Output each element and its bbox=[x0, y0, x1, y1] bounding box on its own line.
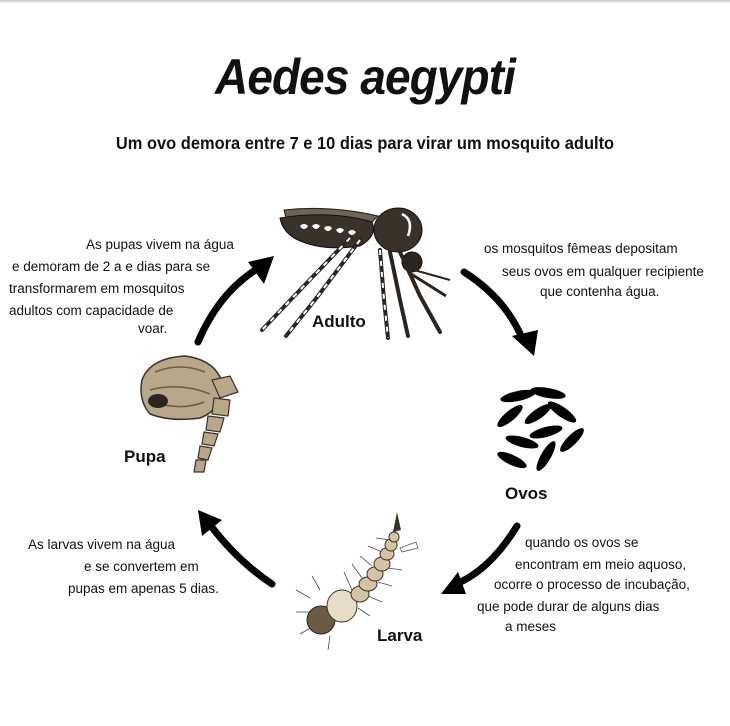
note-eggs-to-larva bbox=[475, 532, 730, 638]
page-subtitle: Um ovo demora entre 7 e 10 dias para virar um mosquito adulto bbox=[115, 133, 615, 153]
note-line: quando os ovos se bbox=[525, 535, 639, 550]
page-title: Aedes aegypti bbox=[215, 49, 515, 105]
note-line: que pode durar de alguns dias bbox=[477, 599, 660, 614]
stage-label-adulto: Adulto bbox=[312, 312, 366, 331]
note-larva-to-pupa bbox=[0, 534, 260, 600]
note-pupa-to-adult bbox=[0, 234, 260, 340]
stage-label-larva: Larva bbox=[377, 626, 423, 645]
eggs-illustration-icon bbox=[495, 385, 587, 473]
note-line: voar. bbox=[138, 321, 168, 336]
note-line: As pupas vivem na água bbox=[86, 237, 234, 252]
note-line: transformarem em mosquitos bbox=[9, 281, 185, 296]
note-line: seus ovos em qualquer recipiente bbox=[502, 264, 704, 279]
note-line: os mosquitos fêmeas depositam bbox=[484, 241, 678, 256]
note-line: ocorre o processo de incubação, bbox=[494, 577, 690, 592]
note-line: pupas em apenas 5 dias. bbox=[68, 581, 219, 596]
note-line: que contenha água. bbox=[540, 284, 660, 299]
note-adult-to-eggs bbox=[480, 238, 730, 303]
note-line: encontram em meio aquoso, bbox=[515, 557, 687, 572]
note-line: a meses bbox=[505, 619, 557, 634]
note-line: e demoram de 2 a e dias para se bbox=[12, 259, 211, 274]
note-line: adultos com capacidade de bbox=[9, 303, 174, 318]
note-line: e se convertem em bbox=[84, 559, 199, 574]
stage-label-ovos: Ovos bbox=[505, 484, 548, 503]
stage-label-pupa: Pupa bbox=[124, 447, 166, 466]
note-line: As larvas vivem na água bbox=[28, 537, 176, 552]
